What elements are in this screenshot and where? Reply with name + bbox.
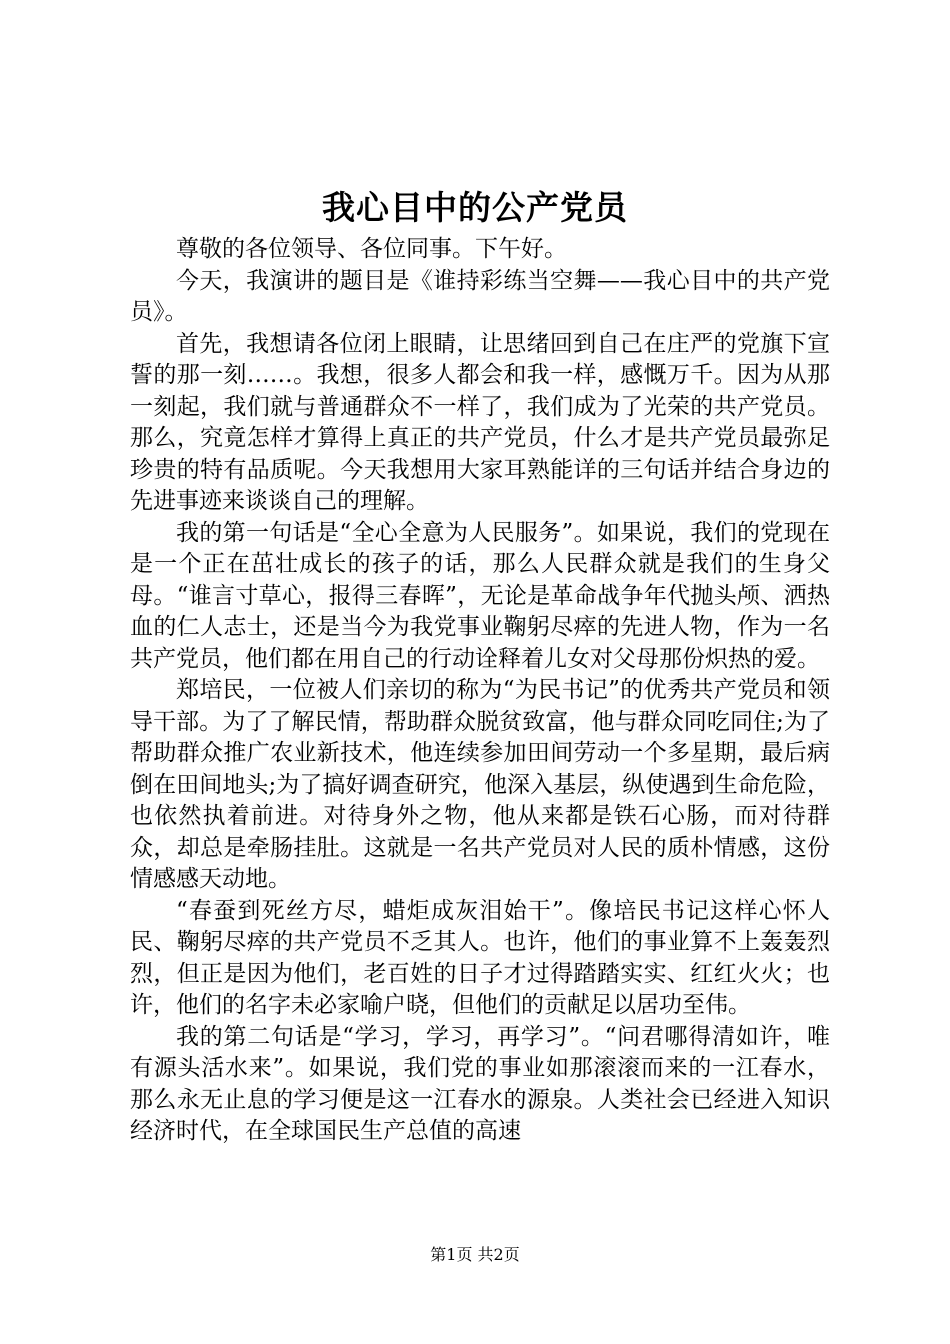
paragraph-zheng-peimin: 郑培民，一位被人们亲切的称为“为民书记”的优秀共产党员和领导干部。为了了解民情，帮助群众脱贫致富，他与群众同吃同住;为了帮助群众推广农业新技术，他连续参加田间劳动一个多星期，最后病倒在田间地头;为了搞好调查研究，他深入基层，纵使遇到生命危险，也依然执着前进。对待身外之物，他从来都是铁石心肠，而对待群众，却总是牵肠挂肚。这就是一名共产党员对人民的质朴情感，这份情感感天动地。 <box>130 677 830 892</box>
paragraph-second-saying: 我的第二句话是“学习，学习，再学习”。“问君哪得清如许，唯有源头活水来”。如果说，我们党的事业如那滚滚而来的一江春水，那么永无止息的学习便是这一江春水的源泉。人类社会已经进入知识经济时代，在全球国民生产总值的高速 <box>130 1023 830 1144</box>
paragraph-first-saying: 我的第一句话是“全心全意为人民服务”。如果说，我们的党现在是一个正在茁壮成长的孩子的话，那么人民群众就是我们的生身父母。“谁言寸草心，报得三春晖”，无论是革命战争年代抛头颅、洒热血的仁人志士，还是当今为我党事业鞠躬尽瘁的先进人物，作为一名共产党员，他们都在用自己的行动诠释着儿女对父母那份炽热的爱。 <box>130 519 830 672</box>
paragraph-greeting: 尊敬的各位领导、各位同事。下午好。 <box>176 236 567 262</box>
document-title: 我心目中的公产党员 <box>322 188 628 227</box>
paragraph-spring-silkworm: “春蚕到死丝方尽，蜡炬成灰泪始干”。像培民书记这样心怀人民、鞠躬尽瘁的共产党员不乏其人。也许，他们的事业算不上轰轰烈烈，但正是因为他们，老百姓的日子才过得踏踏实实、红红火火；也许，他们的名字未必家喻户晓，但他们的贡献足以居功至伟。 <box>130 897 830 1018</box>
paragraph-topic: 今天，我演讲的题目是《谁持彩练当空舞——我心目中的共产党员》。 <box>130 267 830 325</box>
paragraph-introduction: 首先，我想请各位闭上眼睛，让思绪回到自己在庄严的党旗下宣誓的那一刻……。我想，很多人都会和我一样，感慨万千。因为从那一刻起，我们就与普通群众不一样了，我们成为了光荣的共产党员。那么，究竟怎样才算得上真正的共产党员，什么才是共产党员最弥足珍贵的特有品质呢。今天我想用大家耳熟能详的三句话并结合身边的先进事迹来谈谈自己的理解。 <box>130 330 830 514</box>
document-body <box>130 234 830 1148</box>
page-footer: 第1页 共2页 <box>430 1245 520 1264</box>
